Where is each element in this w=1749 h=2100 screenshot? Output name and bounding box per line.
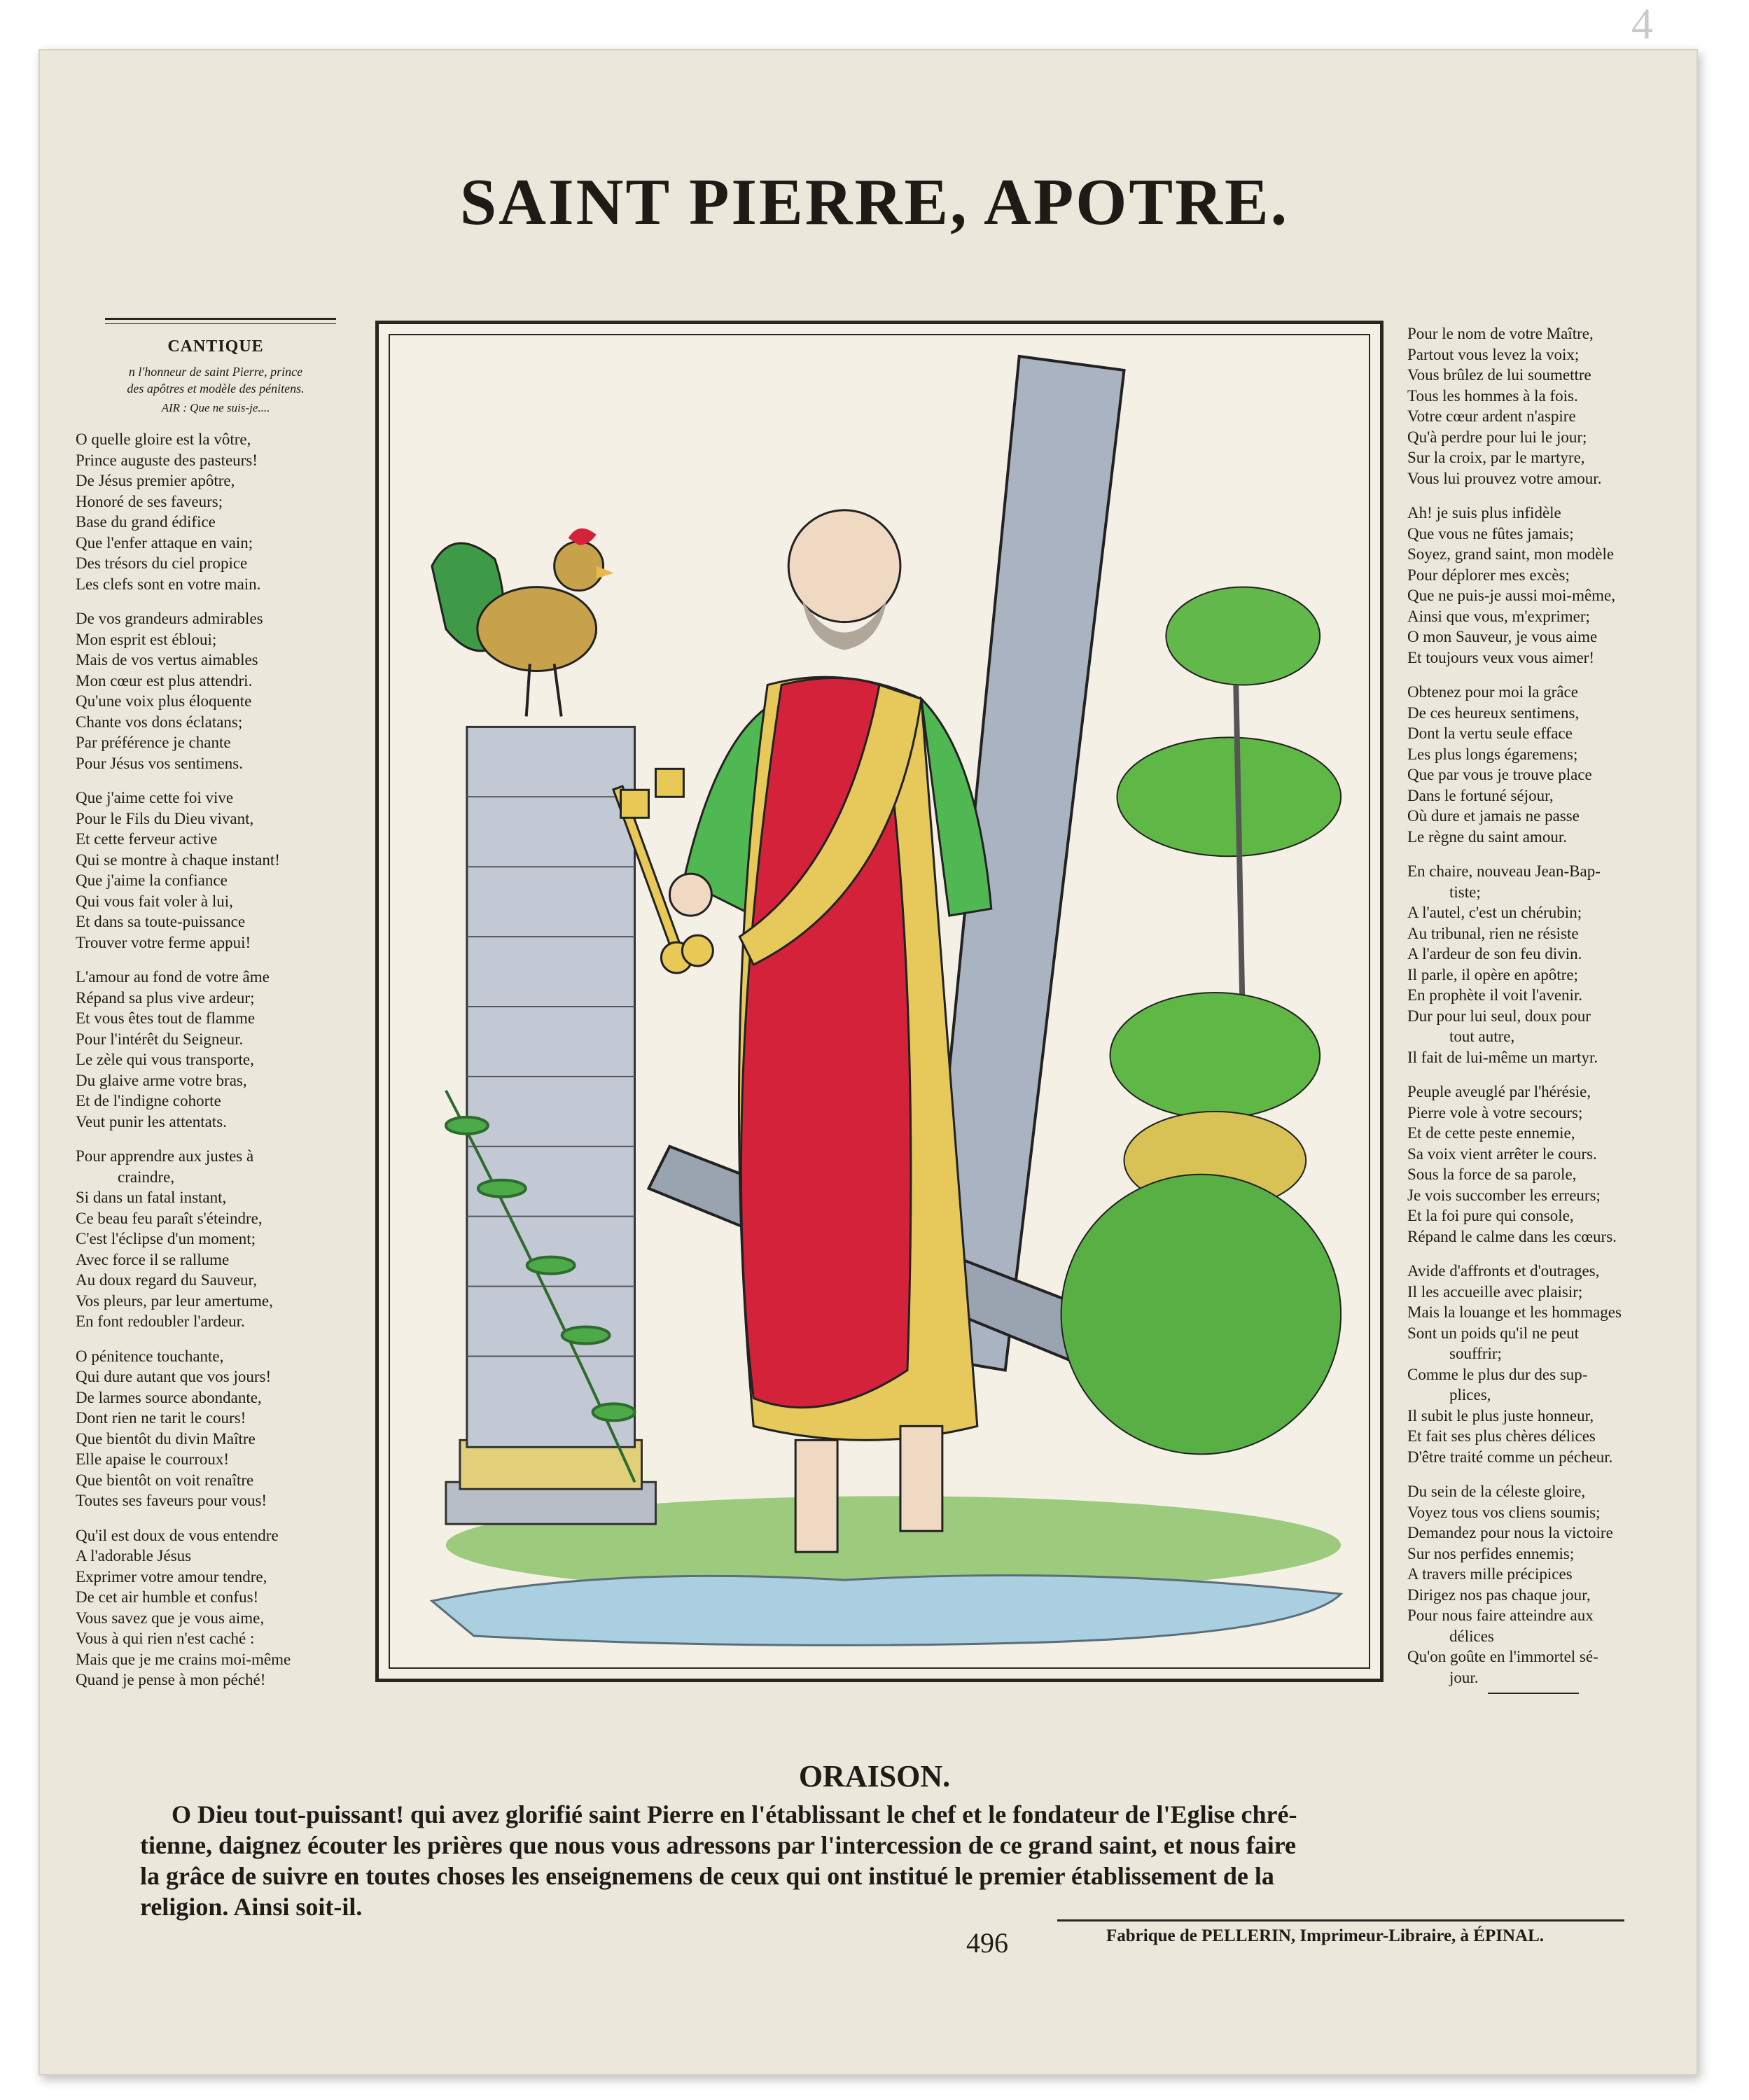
verse-line: Le zèle qui vous transporte,	[76, 1051, 254, 1068]
verse-line: Pour déplorer mes excès;	[1407, 566, 1570, 584]
verse-line: Il subit le plus juste honneur,	[1407, 1406, 1594, 1424]
cantique-stanza	[76, 608, 356, 774]
corner-pencil-mark: 4	[1631, 1, 1653, 48]
cantique-stanza	[76, 967, 356, 1132]
verse-line: Qu'on goûte en l'immortel sé-	[1407, 1648, 1598, 1665]
verse-line: Dont rien ne tarit le cours!	[76, 1409, 246, 1427]
verse-line: Dont la vertu seule efface	[1407, 724, 1573, 742]
saint-peter-illustration-frame	[375, 321, 1384, 1682]
verse-line: Que bientôt on voit renaître	[76, 1471, 254, 1489]
verse-line: Et de cette peste ennemie,	[1407, 1124, 1575, 1142]
verse-line: Que l'enfer attaque en vain;	[76, 533, 253, 552]
cantique-heading: CANTIQUE	[167, 337, 264, 356]
verse-line: Pour apprendre aux justes à	[76, 1147, 254, 1165]
verse-line: Les clefs sont en votre main.	[76, 575, 261, 593]
verse-line: A l'adorable Jésus	[76, 1547, 192, 1564]
verse-line: Que j'aime la confiance	[76, 872, 228, 889]
verse-line: Et vous êtes tout de flamme	[76, 1009, 256, 1027]
verse-line: Et cette ferveur active	[76, 830, 218, 848]
verse-line: Pour nous faire atteindre aux	[1407, 1606, 1594, 1624]
verse-line: Mais de vos vertus aimables	[76, 651, 258, 668]
verse-line: Si dans un fatal instant,	[76, 1189, 227, 1206]
verse-line: Exprimer votre amour tendre,	[76, 1567, 267, 1586]
prayer-line: la grâce de suivre en toutes choses les enseignemens de ceux qui ont institué le premier établissement de la	[140, 1862, 1274, 1890]
verse-line: Des trésors du ciel propice	[76, 554, 248, 572]
verse-line: C'est l'éclipse d'un moment;	[76, 1230, 256, 1247]
verse-line: Honoré de ses faveurs;	[76, 492, 223, 510]
cantique-stanza	[1407, 1261, 1666, 1467]
verse-line: Je vois succomber les erreurs;	[1407, 1186, 1601, 1204]
verse-line: Partout vous levez la voix;	[1407, 345, 1580, 363]
verse-line: Répand le calme dans les cœurs.	[1407, 1227, 1617, 1245]
verse-line: En prophète il voit l'avenir.	[1407, 986, 1583, 1004]
verse-line: Votre cœur ardent n'aspire	[1407, 407, 1576, 425]
verse-line: De larmes source abondante,	[76, 1388, 262, 1406]
prayer-line: religion. Ainsi soit-il.	[140, 1893, 363, 1921]
cantique-air: AIR : Que ne suis-je....	[161, 401, 270, 414]
cantique-stanza	[76, 1146, 356, 1332]
verse-line: Sa voix vient arrêter le cours.	[1407, 1144, 1597, 1163]
broken-pillar	[467, 727, 635, 1447]
oraison-heading: ORAISON.	[798, 1759, 951, 1793]
rooster	[432, 528, 614, 717]
verse-line: Elle apaise le courroux!	[76, 1450, 230, 1468]
saint-peter-engraving	[390, 335, 1369, 1667]
left-foot	[795, 1440, 837, 1552]
verse-line: Sur nos perfides ennemis;	[1407, 1544, 1575, 1562]
cantique-subtitle	[76, 363, 356, 397]
prayer-line: O Dieu tout-puissant! qui avez glorifié saint Pierre en l'établissant le chef et le fondateur de l'Eglise chré-	[172, 1800, 1297, 1828]
verse-line: De ces heureux sentimens,	[1407, 704, 1580, 722]
verse-line: Tous les hommes à la fois.	[1407, 386, 1578, 405]
verse-line: Que bientôt du divin Maître	[76, 1429, 256, 1448]
right-column-end-rule	[1488, 1693, 1579, 1694]
verse-line: Où dure et jamais ne passe	[1407, 807, 1580, 825]
verse-line: Sont un poids qu'il ne peut	[1407, 1324, 1580, 1342]
verse-line: Et fait ses plus chères délices	[1407, 1427, 1596, 1445]
verse-line: Mais que je me crains moi-même	[76, 1650, 291, 1668]
verse-line: Du sein de la céleste gloire,	[1407, 1483, 1586, 1500]
verse-line: Et dans sa toute-puissance	[76, 913, 246, 930]
verse-line: O quelle gloire est la vôtre,	[76, 430, 251, 448]
verse-line: Et la foi pure qui console,	[1407, 1207, 1574, 1224]
verse-line: tiste;	[1449, 883, 1481, 901]
verse-line: Mais la louange et les hommages	[1407, 1303, 1622, 1321]
verse-line: Base du grand édifice	[76, 513, 216, 531]
oraison-prayer-text	[140, 1799, 1638, 1922]
cantique-stanza	[76, 788, 356, 953]
verse-line: Que par vous je trouve place	[1407, 766, 1592, 783]
verse-line: Pour Jésus vos sentimens.	[76, 754, 243, 772]
verse-line: Chante vos dons éclatans;	[76, 713, 243, 731]
verse-line: Mon esprit est ébloui;	[76, 630, 217, 648]
verse-line: Toutes ses faveurs pour vous!	[76, 1492, 267, 1509]
verse-line: D'être traité comme un pécheur.	[1407, 1448, 1613, 1466]
cantique-stanza	[76, 1346, 356, 1511]
cantique-stanza	[1407, 682, 1666, 847]
verse-line: Le règne du saint amour.	[1407, 827, 1568, 846]
verse-line: Au doux regard du Sauveur,	[76, 1271, 258, 1289]
verse-line: A l'ardeur de son feu divin.	[1407, 945, 1582, 962]
right-stanzas	[1407, 323, 1666, 1688]
cantique-stanza	[1407, 1082, 1666, 1247]
verse-line: Avide d'affronts et d'outrages,	[1407, 1262, 1600, 1280]
verse-line: Ah! je suis plus infidèle	[1407, 504, 1561, 522]
verse-line: craindre,	[118, 1168, 175, 1186]
page-title: SAINT PIERRE, APOTRE.	[459, 166, 1290, 239]
verse-line: Qui vous fait voler à lui,	[76, 892, 233, 910]
prayer-line: tienne, daignez écouter les prières que nous vous adressons par l'intercession de ce grand saint, et nous faire	[140, 1831, 1297, 1859]
verse-line: O mon Sauveur, je vous aime	[1407, 628, 1598, 645]
cantique-stanza	[1407, 861, 1666, 1068]
verse-line: souffrir;	[1449, 1345, 1502, 1362]
verse-line: Qu'à perdre pour lui le jour;	[1407, 428, 1587, 446]
cantique-stanza	[76, 1525, 356, 1690]
cantique-right-column	[1407, 323, 1666, 1702]
saint-peter-figure	[669, 510, 991, 1552]
right-foot	[900, 1426, 942, 1531]
verse-line: Comme le plus dur des sup-	[1407, 1365, 1588, 1383]
verse-line: Dur pour lui seul, doux pour	[1407, 1007, 1591, 1025]
cantique-stanza	[1407, 503, 1666, 668]
verse-line: Pour le Fils du Dieu vivant,	[76, 809, 254, 827]
left-column-top-rule-thin	[105, 323, 336, 324]
verse-line: Qui se montre à chaque instant!	[76, 850, 280, 869]
verse-line: Peuple aveuglé par l'hérésie,	[1407, 1083, 1591, 1100]
verse-line: Pour le nom de votre Maître,	[1407, 325, 1594, 342]
verse-line: Vos pleurs, par leur amertume,	[76, 1292, 273, 1310]
verse-line: Répand sa plus vive ardeur;	[76, 988, 255, 1007]
verse-line: Mon cœur est plus attendri.	[76, 671, 253, 690]
verse-line: Que vous ne fûtes jamais;	[1407, 524, 1574, 542]
verse-line: jour.	[1449, 1668, 1479, 1686]
verse-line: Ce beau feu paraît s'éteindre,	[76, 1209, 263, 1227]
verse-line: plices,	[1449, 1386, 1491, 1404]
verse-line: De cet air humble et confus!	[76, 1588, 259, 1606]
verse-line: Il les accueille avec plaisir;	[1407, 1282, 1583, 1301]
left-column-top-rule	[105, 318, 336, 320]
verse-line: En font redoubler l'ardeur.	[76, 1312, 245, 1330]
trees	[1061, 587, 1341, 1455]
verse-line: Pour l'intérêt du Seigneur.	[76, 1030, 244, 1048]
verse-line: Vous savez que je vous aime,	[76, 1609, 265, 1627]
imprint-rule	[1057, 1919, 1624, 1921]
verse-line: Sur la croix, par le martyre,	[1407, 449, 1585, 466]
verse-line: Soyez, grand saint, mon modèle	[1407, 545, 1615, 563]
verse-line: Avec force il se rallume	[76, 1250, 230, 1268]
verse-line: Qu'il est doux de vous entendre	[76, 1526, 279, 1544]
saint-peter-illustration	[389, 334, 1370, 1669]
verse-line: En chaire, nouveau Jean-Bap-	[1407, 862, 1601, 880]
verse-line: délices	[1449, 1627, 1494, 1645]
verse-line: Les plus longs égaremens;	[1407, 745, 1578, 763]
water-pool	[432, 1575, 1341, 1645]
verse-line: Il fait de lui-même un martyr.	[1407, 1048, 1598, 1066]
verse-line: tout autre,	[1449, 1028, 1515, 1045]
verse-line: De Jésus premier apôtre,	[76, 472, 235, 489]
verse-line: Quand je pense à mon péché!	[76, 1671, 266, 1688]
cantique-subtitle-line: des apôtres et modèle des pénitens.	[127, 382, 305, 396]
verse-line: Sous la force de sa parole,	[1407, 1166, 1577, 1183]
verse-line: Qu'une voix plus éloquente	[76, 692, 252, 710]
verse-line: Vous lui prouvez votre amour.	[1407, 469, 1602, 487]
verse-line: Vous brûlez de lui soumettre	[1407, 366, 1591, 384]
verse-line: De vos grandeurs admirables	[76, 610, 263, 627]
verse-line: O pénitence touchante,	[76, 1347, 224, 1365]
verse-line: Veut punir les attentats.	[76, 1112, 227, 1130]
verse-line: Que j'aime cette foi vive	[76, 789, 234, 806]
verse-line: Par préférence je chante	[76, 734, 231, 751]
publisher-imprint: Fabrique de PELLERIN, Imprimeur-Libraire, à ÉPINAL.	[1106, 1926, 1545, 1945]
verse-line: Obtenez pour moi la grâce	[1407, 683, 1578, 701]
cantique-stanza	[1407, 323, 1666, 489]
verse-line: A l'autel, c'est un chérubin;	[1407, 904, 1582, 921]
verse-line: Vous à qui rien n'est caché :	[76, 1630, 255, 1647]
verse-line: Dans le fortuné séjour,	[1407, 786, 1554, 804]
verse-line: Voyez tous vos cliens soumis;	[1407, 1503, 1601, 1521]
verse-line: Trouver votre ferme appui!	[76, 933, 251, 951]
verse-line: Il parle, il opère en apôtre;	[1407, 965, 1578, 983]
verse-line: L'amour au fond de votre âme	[76, 968, 270, 986]
saint-hand	[669, 874, 711, 916]
verse-line: Et toujours veux vous aimer!	[1407, 648, 1595, 666]
verse-line: Qui dure autant que vos jours!	[76, 1368, 272, 1385]
cantique-stanza	[76, 429, 356, 594]
cantique-subtitle-line: n l'honneur de saint Pierre, prince	[128, 365, 303, 379]
verse-line: Demandez pour nous la victoire	[1407, 1524, 1613, 1541]
verse-line: Dirigez nos pas chaque jour,	[1407, 1586, 1591, 1604]
verse-line: Et de l'indigne cohorte	[76, 1092, 221, 1110]
page-number: 496	[966, 1927, 1008, 1959]
verse-line: Au tribunal, rien ne résiste	[1407, 924, 1579, 942]
verse-line: Que ne puis-je aussi moi-même,	[1407, 587, 1616, 604]
left-stanzas	[76, 429, 356, 1690]
verse-line: A travers mille précipices	[1407, 1565, 1573, 1583]
verse-line: Prince auguste des pasteurs!	[76, 451, 258, 469]
verse-line: Du glaive arme votre bras,	[76, 1071, 247, 1089]
cantique-left-column	[76, 337, 356, 1704]
verse-line: Ainsi que vous, m'exprimer;	[1407, 607, 1590, 625]
cantique-stanza	[1407, 1481, 1666, 1688]
verse-line: Pierre vole à votre secours;	[1407, 1103, 1583, 1121]
